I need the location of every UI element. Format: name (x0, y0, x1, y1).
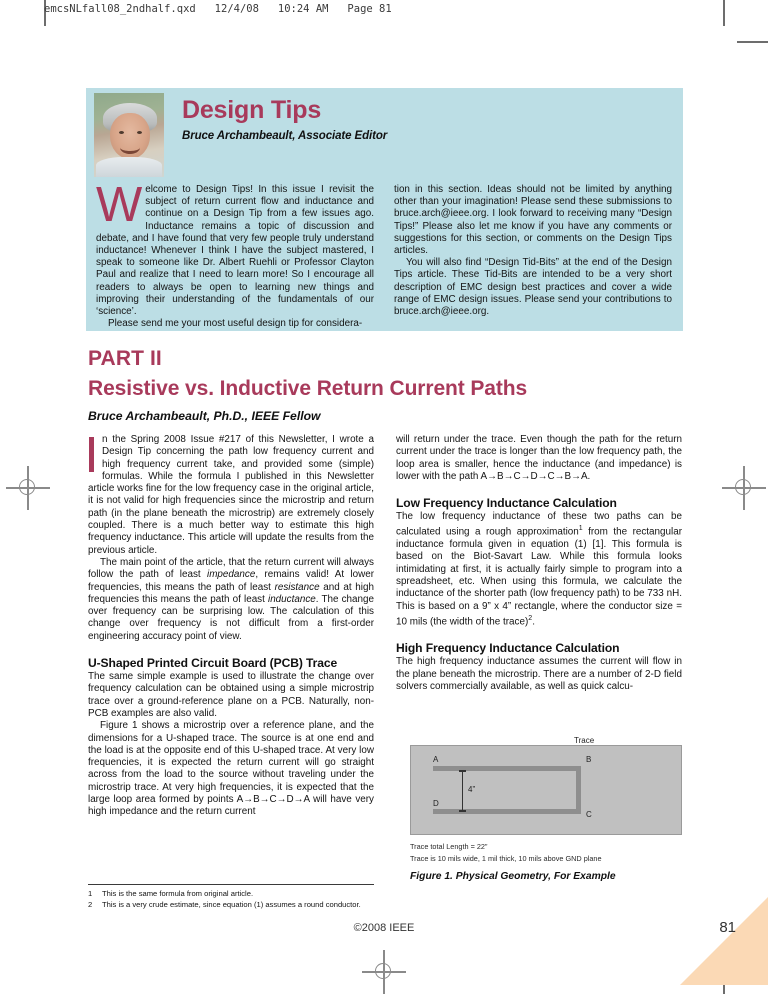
intro-paragraph-4: You will also find “Design Tid-Bits” at the end of the Design Tips article. These Tid-Bits are intended to be a very short description of EMC design best practices and cover a wide range of EMC design issues. Please send your contributions to bruce.arch@ieee.org. (394, 257, 672, 318)
body-paragraph-6-part-c: . (532, 616, 535, 628)
article-byline: Bruce Archambeault, Ph.D., IEEE Fellow (88, 409, 321, 423)
figure-point-d: D (433, 799, 439, 808)
figure-point-c: C (586, 810, 592, 819)
body-paragraph-2-part-c: and at high frequencies this means the path of least (88, 581, 374, 605)
footnote-ref-2: 2 (528, 614, 533, 622)
body-paragraph-6-part-a: The low frequency inductance of these two paths can be calculated using a rough approximation (396, 511, 682, 538)
footnote-item-1 (88, 889, 388, 900)
body-paragraph-5: will return under the trace. Even though the path for the return current under the trace is longer than the low frequency path, the loop area is smaller, hence the inductance (and impedance) is lower with the path A→B→C→D→C→B→A. (396, 434, 682, 482)
author-photo (94, 93, 164, 177)
dropcap-i (89, 437, 94, 472)
dimension-tick-top (459, 770, 466, 772)
emphasis-resistance: resistance (274, 581, 320, 593)
article-part-label: PART II (88, 347, 162, 370)
section-heading-u-shaped-pcb-trace: U-Shaped Printed Circuit Board (PCB) Trace (88, 656, 338, 671)
trace-segment-bottom (433, 809, 581, 814)
section-heading-low-frequency-inductance: Low Frequency Inductance Calculation (396, 496, 617, 511)
body-paragraph-4: Figure 1 shows a microstrip over a reference plane, and the dimensions for a U-shaped trace. The source is at one end and the load is at the opposite end of this U-shaped trace. At very low frequencies, it is expected the return current will go straight across from the load to the source without traveling under the microstrip trace. At very high frequencies, it is expected that the large loop area formed by points A→B→C→D→A will have very high impedance and the return current (88, 720, 374, 818)
body-paragraph-2-part-a: The main point of the article, that the return current will always follow the path of least (88, 556, 374, 581)
page-corner-decoration (680, 897, 768, 985)
design-tips-subtitle: Bruce Archambeault, Associate Editor (182, 130, 388, 142)
figure-label-trace: Trace (574, 736, 595, 745)
footnote-divider (88, 884, 374, 885)
page-title: Resistive vs. Inductive Return Current Paths (88, 377, 528, 400)
trace-segment-top (433, 766, 581, 771)
figure-note-1: Trace total Length = 22” (410, 842, 488, 851)
body-paragraph-6-part-b: from the rectangular inductance formula given in equation (1) [1]. This formula is based on the Biot-Savart Law. While this formula looks intimidating at first, it is actually fairly simple to program into a spreadsheet, etc. When using this formula, we calculate the inductance of the shorter path (low frequency path) to be 733 nH. This is based on a 9” x 4” rectangle, where the conductor size = 10 mils (the width of the trace) (396, 526, 682, 628)
figure-point-a: A (433, 755, 439, 764)
intro-paragraph-3: tion in this section. Ideas should not be limited by anything other than your imagination! Please send these submissions to bruce.arch@ieee.org. I look forward to receiving many “Design Tips!” Please also let me know if you have any comments or suggestions for this section, or comments on the Design Tips articles. (394, 184, 672, 257)
emphasis-impedance: impedance (207, 569, 256, 581)
body-paragraph-1-text: n the Spring 2008 Issue #217 of this Newsletter, I wrote a Design Tip concerning the path low frequency current and high frequency current take, and provided some (simple) formulas. While the formula I published in this Newsletter article works fine for the low frequency case in the original article, it is not valid for high frequencies since the microstrip and return path (in the plane beneath the microstrip) are extremely closely coupled. There is a much better way to estimate this high frequency inductance. This article will update the results from the previous article. (88, 434, 374, 556)
body-column-left (88, 434, 374, 819)
registration-mark-bottom (362, 950, 406, 994)
print-slug-header: emcsNLfall08_2ndhalf.qxd 12/4/08 10:24 AM Page 81 (44, 3, 392, 15)
dropcap-w: W (96, 178, 143, 232)
figure-1 (410, 736, 682, 882)
figure-note-2: Trace is 10 mils wide, 1 mil thick, 10 mils above GND plane (410, 854, 602, 863)
body-paragraph-3: The same simple example is used to illustrate the change over frequency calculation can be obtained using a simple microstrip trace over a ground-reference plane on a PCB. Naturally, non-PCB examples are also valid. (88, 671, 374, 719)
footnote-number-1: 1 (88, 889, 93, 898)
dimension-line-vertical (462, 770, 463, 812)
body-paragraph-1 (88, 434, 374, 557)
body-paragraph-2-part-d: . The change over frequency can be surprising low. The calculation of this change over frequency is not difficult from a first-order engineering accuracy point of view. (88, 593, 374, 642)
emphasis-inductance: inductance (268, 593, 316, 605)
footnote-item-2 (88, 900, 388, 911)
section-heading-high-frequency-inductance: High Frequency Inductance Calculation (396, 641, 620, 656)
copyright-notice: ©2008 IEEE (353, 922, 415, 934)
footnote-text-1: This is the same formula from original article. (102, 889, 254, 898)
intro-paragraph-1-text: elcome to Design Tips! In this issue I revisit the subject of return current flow and inductance and continue on a Design Tip from a few issues ago. Inductance remains a topic of discussion and debate, and I have found that very few people truly understand inductance! Whenever I think I have the subject mastered, I speak to someone like Dr. Albert Ruehli or Professor Clayton Paul and realize that I need to learn more! So I encourage all readers to always be open to learning new things and improving their understanding of the fundamentals of our ‘science’. (96, 184, 374, 318)
figure-caption: Figure 1. Physical Geometry, For Example (410, 871, 616, 882)
trace-segment-right (576, 766, 581, 814)
body-paragraph-2-part-b: , remains valid! At lower frequencies, this means the path of least (88, 569, 374, 593)
intro-column-left (96, 178, 374, 330)
photo-shirt (96, 157, 162, 177)
registration-mark-left (6, 466, 50, 510)
intro-column-right (394, 184, 672, 330)
design-tips-title: Design Tips (182, 96, 322, 124)
intro-paragraph-2: Please send me your most useful design tip for considera- (108, 318, 363, 330)
photo-eye-left (119, 131, 124, 134)
figure-notes (410, 841, 682, 865)
photo-eye-right (137, 131, 142, 134)
dimension-tick-bottom (459, 810, 466, 812)
footnote-list (88, 889, 388, 910)
body-paragraph-7: The high frequency inductance assumes the current will flow in the plane beneath the microstrip. There are a number of 2-D field solvers commercially available, as well as quick calcu- (396, 656, 682, 693)
page-number: 81 (719, 919, 736, 936)
photo-smile (120, 141, 140, 154)
intro-paragraph-1 (96, 178, 374, 318)
design-tips-intro-panel (86, 88, 683, 331)
dimension-label-4in: 4” (468, 785, 476, 794)
body-paragraph-6 (396, 511, 682, 628)
intro-columns (96, 178, 673, 330)
body-paragraph-2 (88, 557, 374, 643)
figure-point-b: B (586, 755, 592, 764)
footnote-number-2: 2 (88, 899, 93, 909)
registration-mark-right (722, 466, 766, 510)
footnote-ref-1: 1 (578, 525, 583, 533)
figure-gnd-plane-area (410, 745, 682, 835)
footnote-text-2: This is a very crude estimate, since equation (1) assumes a round conductor. (102, 899, 361, 909)
crop-mark-top-right-horizontal (737, 41, 768, 43)
crop-mark-top-right-vertical (723, 0, 725, 26)
